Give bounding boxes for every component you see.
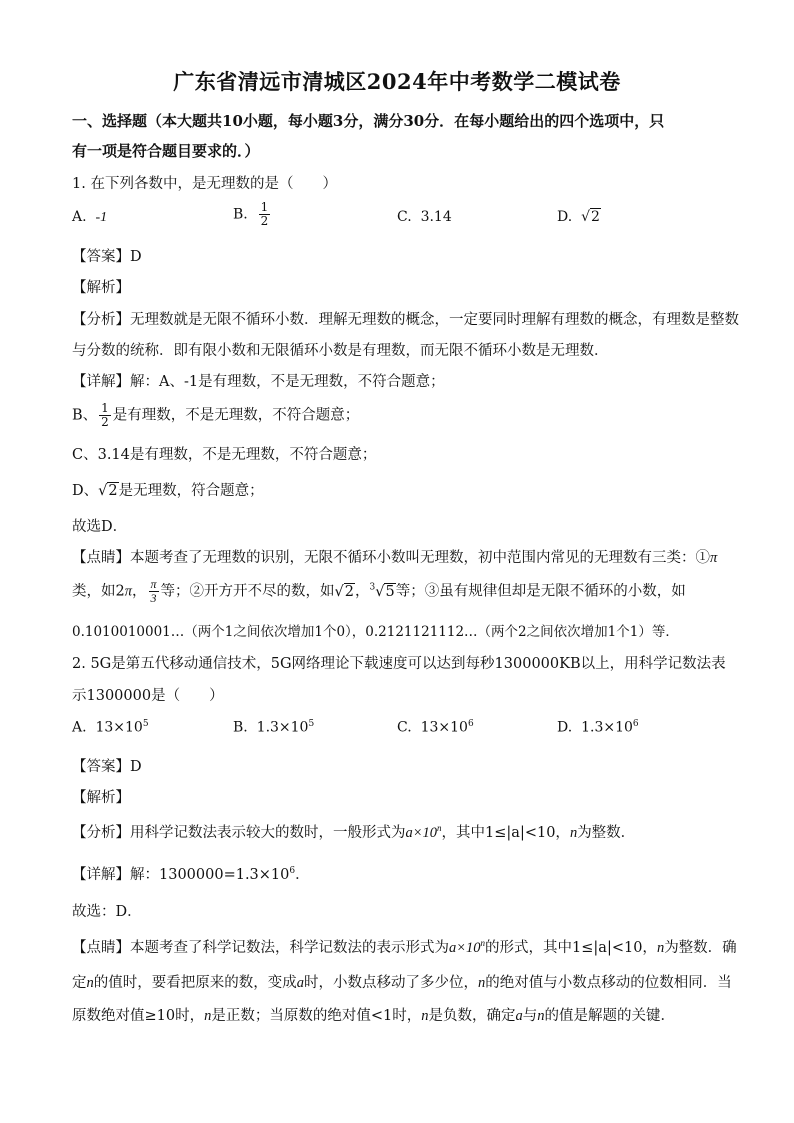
q2-fenxi-n: n: [569, 825, 578, 841]
q2-option-c: [397, 719, 474, 736]
q1-option-b: [233, 201, 272, 228]
q1-xiangjie-d-suffix: 是无理数，符合题意；: [118, 483, 264, 499]
q1-dianjing-l2-e: 等；③虽有规律但却是无限不循环的小数，如: [395, 583, 686, 600]
page-title: 广东省清远市清城区2024年中考数学二模试卷: [173, 69, 621, 94]
q2-xiangjie-a: 【详解】解：: [72, 867, 159, 883]
section-heading-line1: 一、选择题（本大题共10小题，每小题3分，满分30分．在每小题给出的四个选项中，只: [72, 112, 665, 130]
q1-xiangjie-d-sqrt: [98, 483, 118, 499]
q1-option-b-numerator: 1: [260, 200, 269, 214]
q2-option-c-label: C.: [397, 719, 412, 736]
q1-xiangjie-b-suffix: 是有理数，不是无理数，不符合题意；: [112, 407, 360, 424]
q1-option-d: [557, 209, 601, 225]
q2-answer: 【答案】D: [72, 759, 142, 775]
q1-option-c-value: 3.14: [420, 209, 452, 225]
q2-dianjing-l2-a: 定: [72, 975, 87, 991]
q1-answer: 【答案】D: [72, 249, 142, 265]
q2-dianjing-l3-a2: a: [515, 1008, 523, 1024]
q1-option-b-label: B.: [233, 206, 248, 223]
q1-dianjing-l2-b: ，: [132, 583, 147, 600]
q2-dianjing-l3-b: 是正数；当原数的绝对值<1时，: [211, 1008, 422, 1024]
q1-option-d-sqrt: [581, 209, 601, 225]
q1-xiangjie-d-prefix: D、: [72, 483, 99, 499]
q2-fenxi-c: 为整数．: [577, 825, 636, 841]
q2-option-a: [72, 719, 149, 736]
cbrt-sign-icon: √: [375, 583, 385, 600]
q1-dianjing-l2-sqrt: [335, 584, 355, 600]
q2-dianjing-l2-b: 的值时，要看把原来的数，变成: [93, 975, 297, 991]
q2-dianjing-l1-c: 为整数．确: [664, 940, 737, 956]
q1-dianjing-l2-fden: 3: [150, 591, 157, 605]
q2-analysis-tag: 【解析】: [72, 790, 130, 806]
q1-analysis-tag: 【解析】: [72, 280, 130, 296]
q2-dianjing-l2-c: 时，小数点移动了多少位，: [304, 975, 478, 991]
section-heading-line2: 有一项是符合题目要求的．）: [72, 142, 260, 160]
q2-fenxi-b: ，其中1≤|a|<10，: [441, 825, 570, 841]
q2-dianjing-l3-n2: n: [421, 1008, 429, 1024]
q1-xiangjie-b-fraction: [99, 402, 111, 429]
q1-option-c: [397, 209, 452, 225]
q1-xiangjie-b-prefix: B、: [72, 407, 98, 424]
q2-dianjing-l1-math: a×10: [449, 940, 481, 956]
q2-fenxi-math: a×10: [405, 825, 438, 841]
q2-dianjing-l3-e: 的值是解题的关键．: [544, 1008, 675, 1024]
q1-dianjing-line2: [72, 578, 686, 605]
q1-xiangjie-c: C、3.14是有理数，不是无理数，不符合题意；: [72, 447, 377, 463]
q1-dianjing-l2-fraction: [149, 578, 159, 605]
q2-option-a-label: A.: [72, 719, 87, 736]
q2-option-c-exp: 6: [467, 719, 474, 729]
sqrt-sign-icon: √: [334, 583, 344, 600]
q1-xiangjie-b: [72, 402, 359, 429]
q1-stem: 1. 在下列各数中，是无理数的是（ ）: [72, 176, 337, 192]
q2-stem-line2: 示1300000是（ ）: [72, 688, 224, 704]
q1-xiangjie-b-numerator: 1: [101, 401, 109, 415]
sqrt-sign-icon: √: [98, 483, 108, 499]
q1-dianjing-l2-a: 类，如2: [72, 583, 125, 600]
q2-xiangjie-b: ．: [295, 867, 310, 883]
q2-dianjing-l1-b: 的形式，其中1≤|a|<10，: [485, 940, 657, 956]
q2-dianjing-l1-a: 【点睛】本题考查了科学记数法，科学记数法的表示形式为: [72, 940, 449, 956]
q1-dianjing-l2-fnum: π: [150, 577, 157, 591]
q2-dianjing-l1-n: n: [656, 940, 665, 956]
q2-fenxi-a: 【分析】用科学记数法表示较大的数时，一般形式为: [72, 825, 406, 841]
q1-option-a: [72, 209, 107, 226]
q2-fenxi: [72, 821, 635, 842]
q2-dianjing-l2-n: n: [86, 975, 94, 991]
q2-option-d-exp: 6: [632, 719, 639, 729]
q2-fenxi-exp: n: [437, 823, 442, 834]
q2-dianjing-l3-n: n: [204, 1008, 212, 1024]
sqrt-sign-icon: √: [581, 209, 591, 225]
q2-dianjing-l2-n2: n: [478, 975, 486, 991]
q1-dianjing-l2-cbrt-index: 3: [369, 582, 376, 593]
q1-dianjing-line1: [72, 546, 717, 567]
q2-option-d: [557, 719, 639, 736]
q1-dianjing-l2-cbrt-radicand: 5: [385, 583, 395, 600]
q2-option-b: [233, 719, 314, 736]
q2-dianjing-line1: [72, 936, 737, 957]
q1-dianjing-l2-c: 等；②开方开不尽的数，如: [160, 583, 335, 600]
q2-option-d-base: 1.3×10: [581, 719, 633, 736]
q1-fenxi-line1: 【分析】无理数就是无限不循环小数．理解无理数的概念，一定要同时理解有理数的概念，有理数是整数: [72, 312, 739, 328]
q1-option-b-denominator: 2: [260, 214, 269, 228]
q2-dianjing-l3-n3: n: [537, 1008, 545, 1024]
q2-option-b-exp: 5: [308, 719, 315, 729]
q2-dianjing-l2-a2: a: [296, 975, 304, 991]
q1-xiangjie-line1: 【详解】解：A、-1是有理数，不是无理数，不符合题意；: [72, 374, 445, 390]
q2-option-c-base: 13×10: [420, 719, 468, 736]
q2-dianjing-line3: [72, 1004, 675, 1025]
q1-option-c-label: C.: [397, 209, 412, 225]
q1-xiangjie-d-radicand: 2: [108, 483, 118, 499]
q2-option-b-label: B.: [233, 719, 248, 736]
q2-dianjing-l3-d: 与: [522, 1008, 538, 1024]
q2-dianjing-l2-d: 的绝对值与小数点移动的位数相同．当: [485, 975, 732, 991]
q1-dianjing-pi: π: [710, 550, 718, 566]
q1-option-b-fraction: [259, 201, 271, 228]
q2-xiangjie-exp: 6: [289, 866, 296, 877]
q2-xiangjie: [72, 863, 310, 884]
q2-dianjing-line2: [72, 971, 732, 992]
q1-dianjing-l2-cbrt: [375, 584, 395, 600]
q1-dianjing-l2-pi: π: [124, 583, 132, 600]
q1-fenxi-line2: 与分数的统称．即有限小数和无限循环小数是有理数，而无限不循环小数是无理数．: [72, 343, 609, 359]
q2-option-d-label: D.: [557, 719, 573, 736]
q1-xiangjie-b-denominator: 2: [101, 415, 109, 429]
q2-choose: 故选：D．: [72, 904, 142, 920]
q2-option-a-exp: 5: [142, 719, 149, 729]
q1-option-a-value: -1: [95, 210, 108, 225]
q1-dianjing-l2-radicand: 2: [344, 583, 354, 600]
q2-dianjing-l1-exp: n: [480, 938, 486, 949]
q1-dianjing-line1-text: 【点睛】本题考查了无理数的识别，无限不循环小数叫无理数，初中范围内常见的无理数有三类：①: [72, 550, 710, 566]
q2-dianjing-l3-c: 是负数，确定: [428, 1008, 516, 1024]
q1-xiangjie-d: [72, 479, 264, 500]
q1-choose: 故选D．: [72, 519, 128, 535]
q1-option-a-label: A.: [72, 209, 87, 225]
q1-option-d-radicand: 2: [591, 209, 600, 225]
q1-dianjing-l2-d: ，: [355, 583, 370, 600]
q2-option-b-base: 1.3×10: [256, 719, 309, 736]
q2-stem-line1: 2. 5G是第五代移动通信技术，5G网络理论下载速度可以达到每秒1300000KB以上，用科学记数法表: [72, 656, 726, 672]
q2-dianjing-l3-a: 原数绝对值≥10时，: [72, 1008, 205, 1024]
q1-option-d-label: D.: [557, 209, 573, 225]
q2-xiangjie-eq: 1300000=1.3×10: [159, 867, 290, 883]
q1-dianjing-line3: 0.1010010001…（两个1之间依次增加1个0），0.2121121112…（两个2之间依次增加1个1）等．: [72, 624, 679, 640]
q2-option-a-base: 13×10: [95, 719, 143, 736]
